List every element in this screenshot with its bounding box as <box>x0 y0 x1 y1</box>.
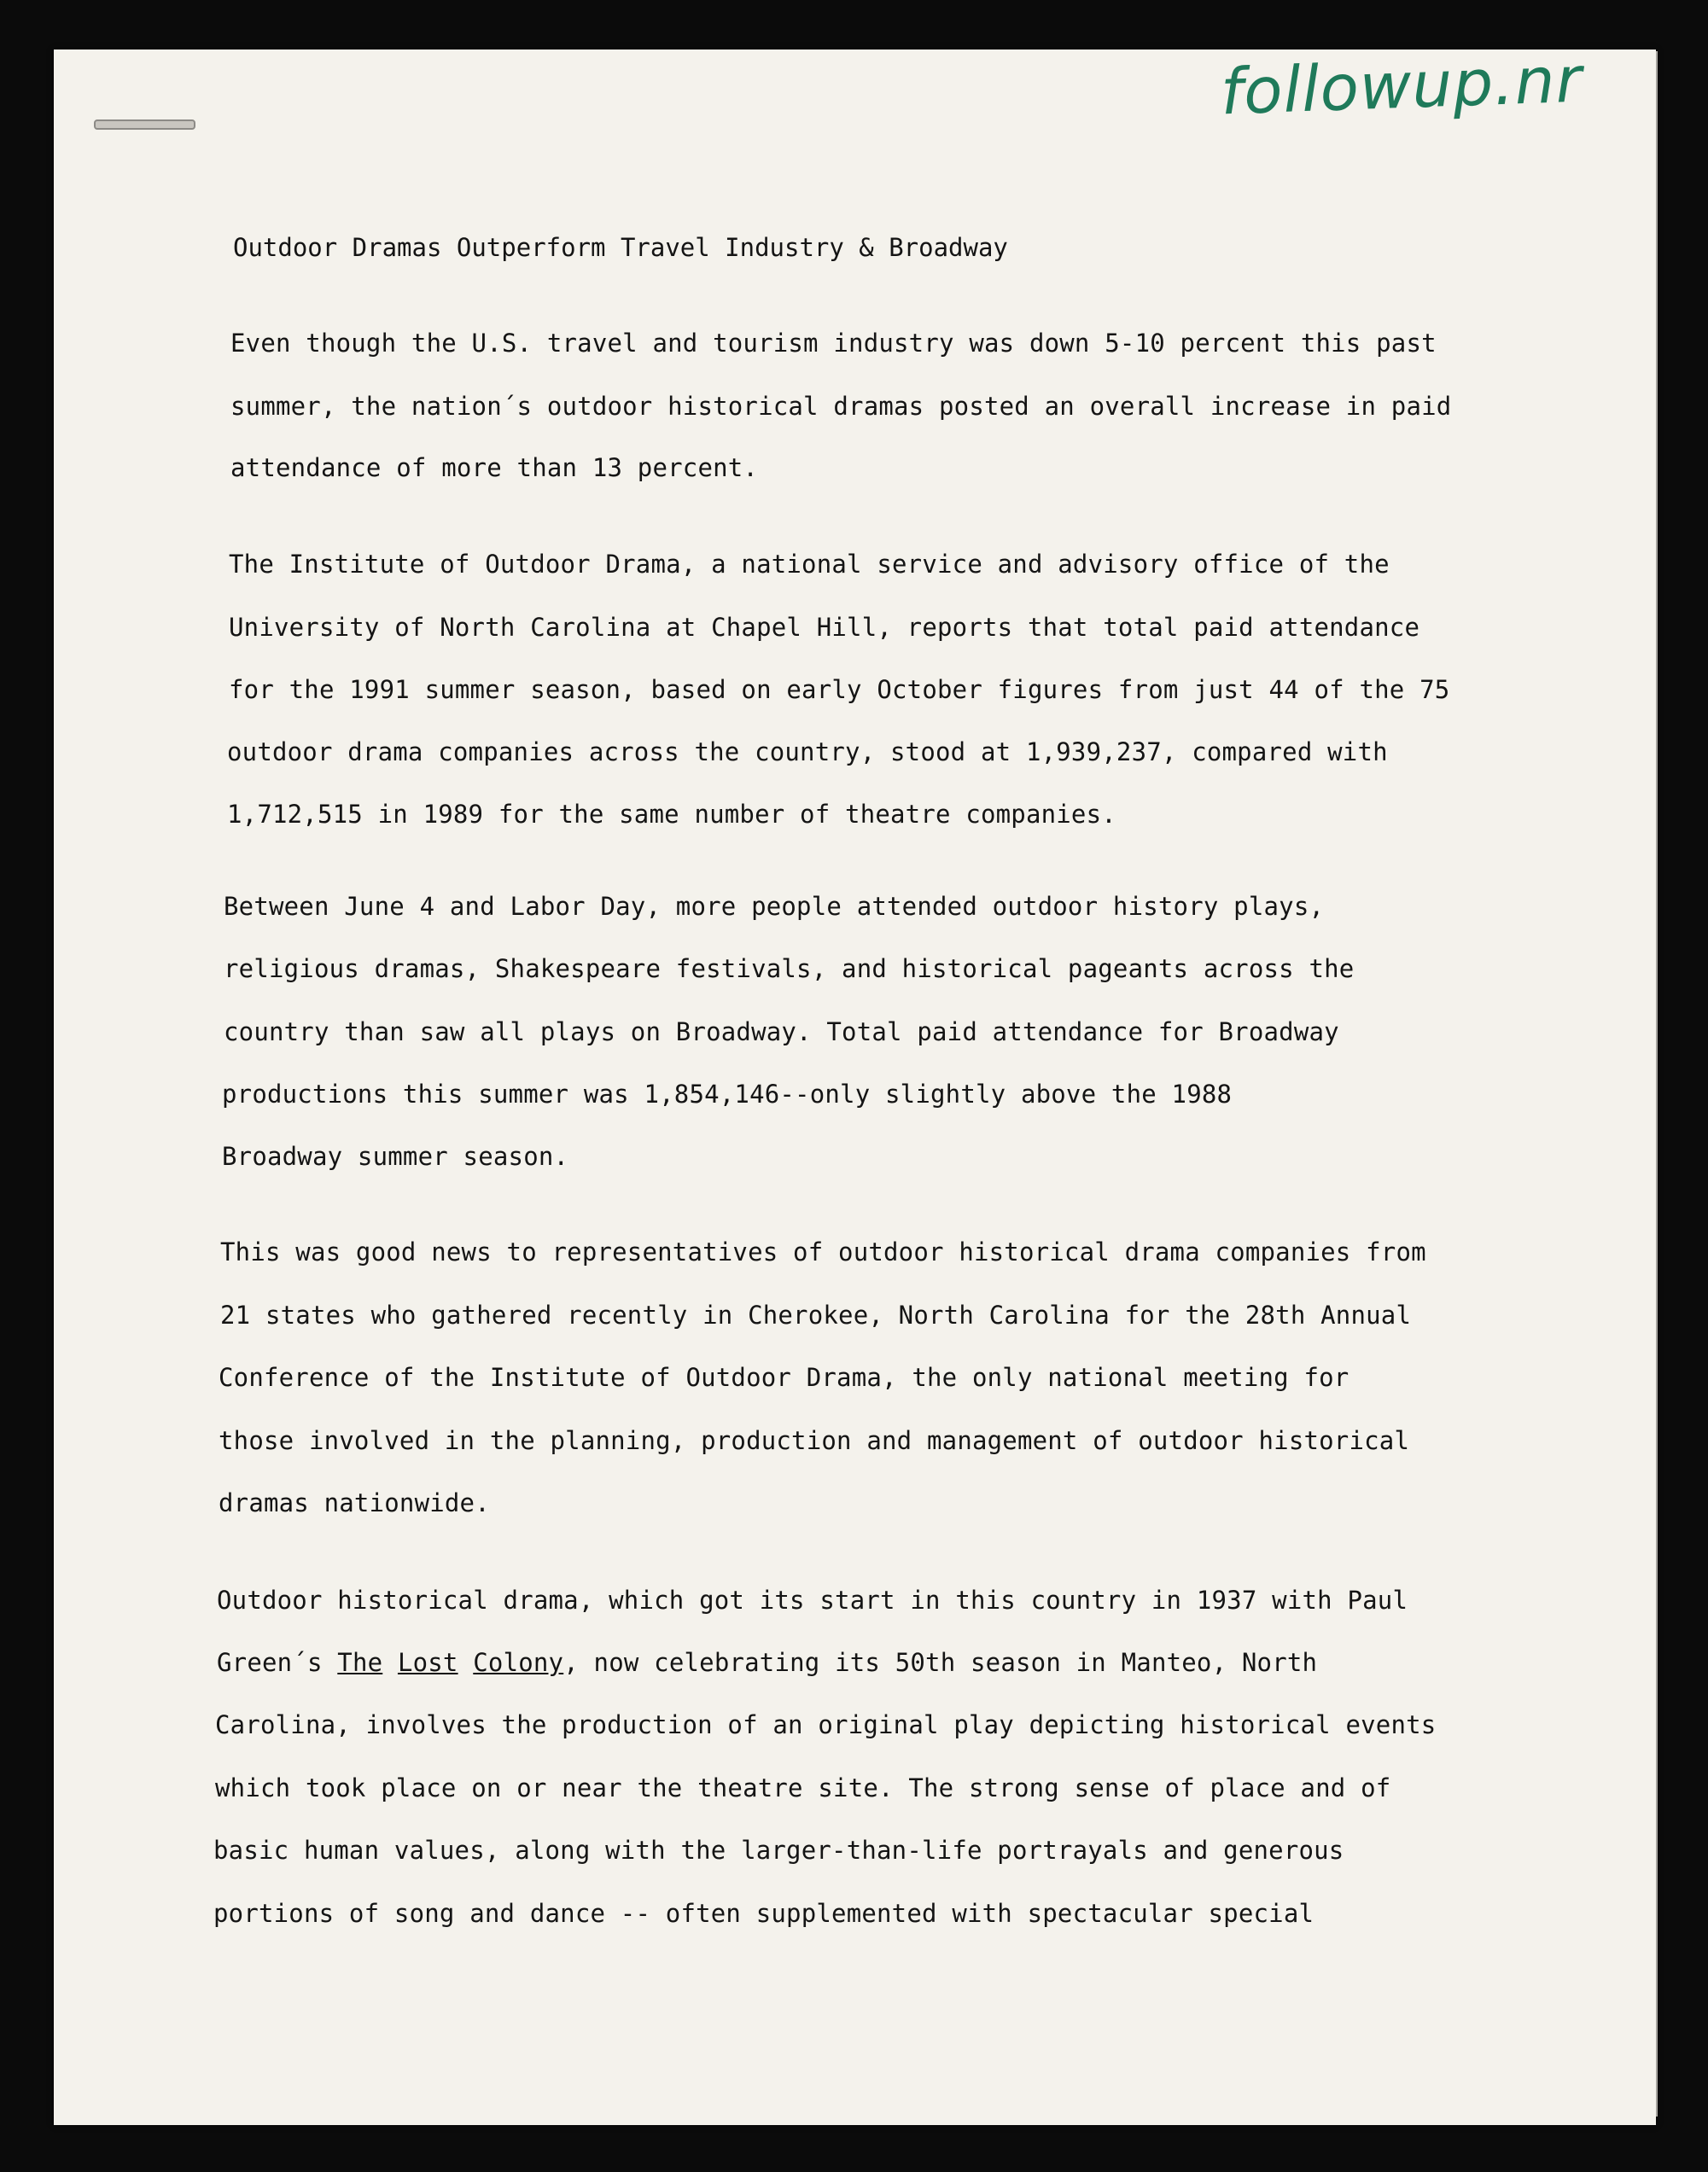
paragraph-2-line-5: 1,712,515 in 1989 for the same number of theatre companies. <box>227 800 1116 829</box>
paragraph-5-line-4: which took place on or near the theatre site. The strong sense of place and of <box>215 1773 1391 1802</box>
paragraph-3-line-1: Between June 4 and Labor Day, more people attended outdoor history plays, <box>224 892 1325 921</box>
paragraph-5-line-3: Carolina, involves the production of an original play depicting historical events <box>215 1710 1437 1739</box>
paragraph-4-line-3: Conference of the Institute of Outdoor Drama, the only national meeting for <box>219 1363 1349 1392</box>
paragraph-1-line-3: attendance of more than 13 percent. <box>230 453 759 482</box>
paragraph-1-line-2: summer, the nation´s outdoor historical dramas posted an overall increase in paid <box>230 392 1452 421</box>
paragraph-5-line-2-prefix: Green´s <box>217 1648 338 1677</box>
paragraph-5-line-1: Outdoor historical drama, which got its start in this country in 1937 with Paul <box>217 1586 1408 1615</box>
staple-icon <box>94 119 195 130</box>
paragraph-4-line-2: 21 states who gathered recently in Cherokee, North Carolina for the 28th Annual <box>220 1301 1412 1330</box>
paragraph-4-line-5: dramas nationwide. <box>219 1488 490 1517</box>
paragraph-5-line-2-suffix: , now celebrating its 50th season in Manteo, North <box>563 1648 1318 1677</box>
paragraph-5-line-5: basic human values, along with the larger-than-life portrayals and generous <box>213 1836 1344 1865</box>
headline: Outdoor Dramas Outperform Travel Industry & Broadway <box>233 233 1008 262</box>
paragraph-2-line-3: for the 1991 summer season, based on early October figures from just 44 of the 75 <box>229 675 1450 704</box>
paragraph-1-line-1: Even though the U.S. travel and tourism industry was down 5-10 percent this past <box>230 329 1437 358</box>
paragraph-3-line-4: productions this summer was 1,854,146--only slightly above the 1988 <box>222 1080 1233 1109</box>
paragraph-2-line-2: University of North Carolina at Chapel Hill, reports that total paid attendance <box>229 613 1420 642</box>
paragraph-4-line-1: This was good news to representatives of outdoor historical drama companies from <box>220 1237 1426 1267</box>
play-title-word-1: The <box>337 1648 383 1677</box>
play-title-word-3: Colony <box>473 1648 564 1677</box>
paragraph-5-line-6: portions of song and dance -- often supplemented with spectacular special <box>213 1899 1315 1928</box>
paragraph-2-line-1: The Institute of Outdoor Drama, a national service and advisory office of the <box>229 550 1390 579</box>
paragraph-3-line-3: country than saw all plays on Broadway. Total paid attendance for Broadway <box>224 1017 1339 1046</box>
paragraph-3-line-5: Broadway summer season. <box>222 1142 569 1171</box>
paragraph-5-line-2 <box>217 1648 1317 1677</box>
paragraph-4-line-4: those involved in the planning, production and management of outdoor historical <box>219 1426 1410 1455</box>
play-title-word-2: Lost <box>397 1648 458 1677</box>
paragraph-2-line-4: outdoor drama companies across the country, stood at 1,939,237, compared with <box>227 737 1388 766</box>
paragraph-3-line-2: religious dramas, Shakespeare festivals, and historical pageants across the <box>224 954 1355 983</box>
handwritten-note: followup.nr <box>1219 43 1584 130</box>
